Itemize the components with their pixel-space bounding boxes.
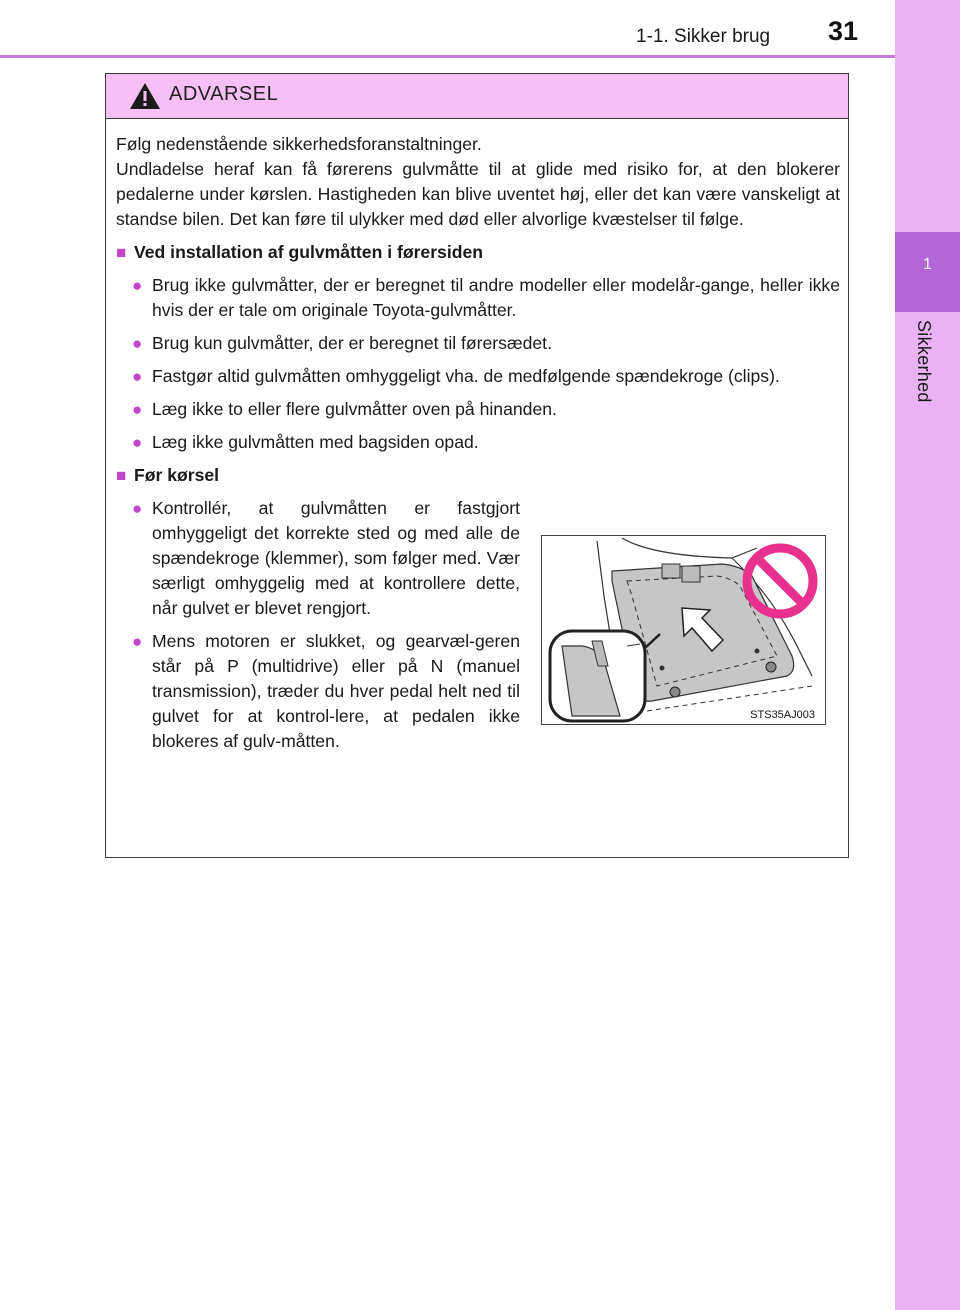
intro-paragraph: Undladelse heraf kan få førerens gulvmåtte til at glide med risiko for, at den blokerer pedalerne under kørslen. Hastigheden kan blive uventet høj, eller det kan være vanskeligt at standse bilen. Det kan føre til ulykker med død eller alvorlige kvæstelser til følge. <box>116 159 840 229</box>
list-item-text: Læg ikke gulvmåtten med bagsiden opad. <box>152 432 479 452</box>
floor-mat-illustration <box>541 535 826 725</box>
list-item-text: Brug kun gulvmåtter, der er beregnet til førersædet. <box>152 333 552 353</box>
list-item <box>116 364 840 389</box>
section-heading <box>116 240 840 265</box>
bullet-dot-icon: ● <box>132 400 143 419</box>
square-bullet-icon: ■ <box>116 466 127 485</box>
header-rule <box>0 55 895 58</box>
section-heading-text: Ved installation af gulvmåtten i førersiden <box>134 242 484 262</box>
chapter-label: Sikkerhed <box>914 320 934 403</box>
square-bullet-icon: ■ <box>116 243 127 262</box>
list-item-text: Mens motoren er slukket, og gearvæl-geren står på P (multidrive) eller på N (manuel transmission), træder du hver pedal helt ned til gulvet for at kontrol-lere, at pedalen ikke blokeres af gulv-måtten. <box>152 631 520 751</box>
list-item <box>116 331 840 356</box>
warning-box <box>105 73 849 858</box>
list-item <box>116 496 520 621</box>
side-strip <box>895 0 960 1310</box>
list-item-text: Brug ikke gulvmåtter, der er beregnet til andre modeller eller modelår-gange, heller ikke hvis der er tale om originale Toyota-gulvmåtter. <box>152 275 840 320</box>
page-number: 31 <box>828 16 859 46</box>
section-heading <box>116 463 840 488</box>
section-heading-text: Før kørsel <box>134 465 220 485</box>
warning-triangle-icon <box>128 81 162 111</box>
left-column <box>116 496 520 754</box>
floor-mat-drawing <box>542 536 826 725</box>
bullet-dot-icon: ● <box>132 632 143 651</box>
list-item <box>116 629 520 754</box>
bullet-dot-icon: ● <box>132 367 143 386</box>
list-item-text: Kontrollér, at gulvmåtten er fastgjort omhyggeligt det korrekte sted og med alle de spændekroge (klemmer), som følger med. Vær særligt omhyggelig med at kontrollere dette, når gulvet er blevet rengjort. <box>152 498 520 618</box>
chapter-number: 1 <box>923 256 932 273</box>
list-item <box>116 397 840 422</box>
warning-title: ADVARSEL <box>169 83 279 105</box>
intro-line: Følg nedenstående sikkerhedsforanstaltninger. <box>116 134 482 154</box>
list-item <box>116 430 840 455</box>
warning-header <box>106 74 848 119</box>
bullet-dot-icon: ● <box>132 433 143 452</box>
section-title: 1-1. Sikker brug <box>636 26 771 47</box>
bullet-dot-icon: ● <box>132 276 143 295</box>
bullet-dot-icon: ● <box>132 499 143 518</box>
list-item-text: Læg ikke to eller flere gulvmåtter oven på hinanden. <box>152 399 557 419</box>
list-item-text: Fastgør altid gulvmåtten omhyggeligt vha. de medfølgende spændekroge (clips). <box>152 366 780 386</box>
bullet-dot-icon: ● <box>132 334 143 353</box>
list-item <box>116 273 840 323</box>
figure-code: STS35AJ003 <box>750 709 815 721</box>
